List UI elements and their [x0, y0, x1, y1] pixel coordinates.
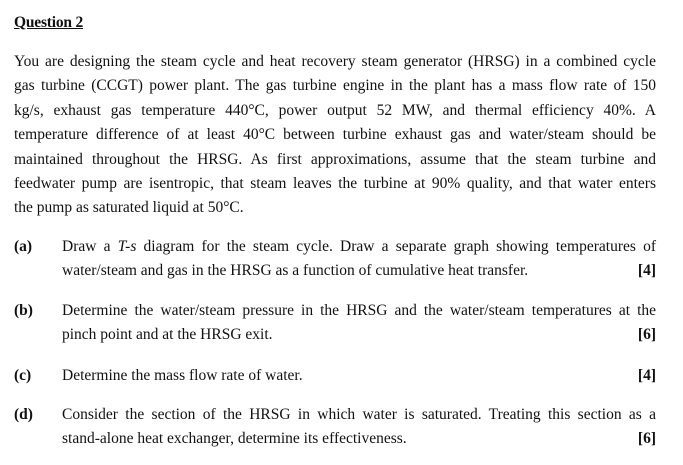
text-run: diagram for the steam cycle. Draw a separate graph showing temperatures of: [136, 238, 656, 255]
marks: [6]: [637, 326, 656, 344]
intro-line: maintained throughout the HRSG. As first approximations, assume that the steam turbine and: [14, 150, 656, 168]
text-run: Draw a: [62, 238, 118, 255]
marks: [4]: [637, 262, 656, 280]
intro-line: kg/s, exhaust gas temperature 440°C, power output 52 MW, and thermal efficiency 40%. A: [14, 101, 656, 119]
part-text-line: water/steam and gas in the HRSG as a function of cumulative heat transfer.: [62, 262, 529, 280]
part-label: (b): [14, 302, 33, 319]
question-intro: [14, 50, 656, 221]
part-text-line: pinch point and at the HRSG exit.: [62, 326, 273, 344]
part-text-line: Determine the mass flow rate of water.: [62, 367, 303, 384]
part-label: (d): [14, 406, 33, 423]
intro-line: feedwater pump are isentropic, that steam leaves the turbine at 90% quality, and that water enters: [14, 175, 656, 193]
part-text-line: Consider the section of the HRSG in which water is saturated. Treating this section as a: [62, 406, 656, 423]
marks: [4]: [637, 367, 656, 384]
part-d: [14, 403, 656, 453]
ts-italic: T-s: [117, 238, 137, 255]
intro-line: gas turbine (CCGT) power plant. The gas turbine engine in the plant has a mass flow rate of 150: [14, 77, 656, 95]
part-c: [14, 364, 656, 389]
intro-line: temperature difference of at least 40°C between turbine exhaust gas and water/steam should be: [14, 126, 656, 144]
part-a: [14, 235, 656, 285]
intro-line: You are designing the steam cycle and heat recovery steam generator (HRSG) in a combined cycle: [14, 53, 656, 70]
part-text-line: stand-alone heat exchanger, determine its effectiveness.: [62, 430, 407, 448]
part-b: [14, 299, 656, 349]
part-label: (c): [14, 367, 32, 384]
part-label: (a): [14, 238, 33, 255]
marks: [6]: [637, 430, 656, 448]
part-text-line: [62, 235, 656, 259]
question-title: Question 2: [14, 14, 84, 31]
part-text-line: Determine the water/steam pressure in the HRSG and the water/steam temperatures at the: [62, 302, 656, 319]
intro-line: the pump as saturated liquid at 50°C.: [14, 199, 244, 217]
